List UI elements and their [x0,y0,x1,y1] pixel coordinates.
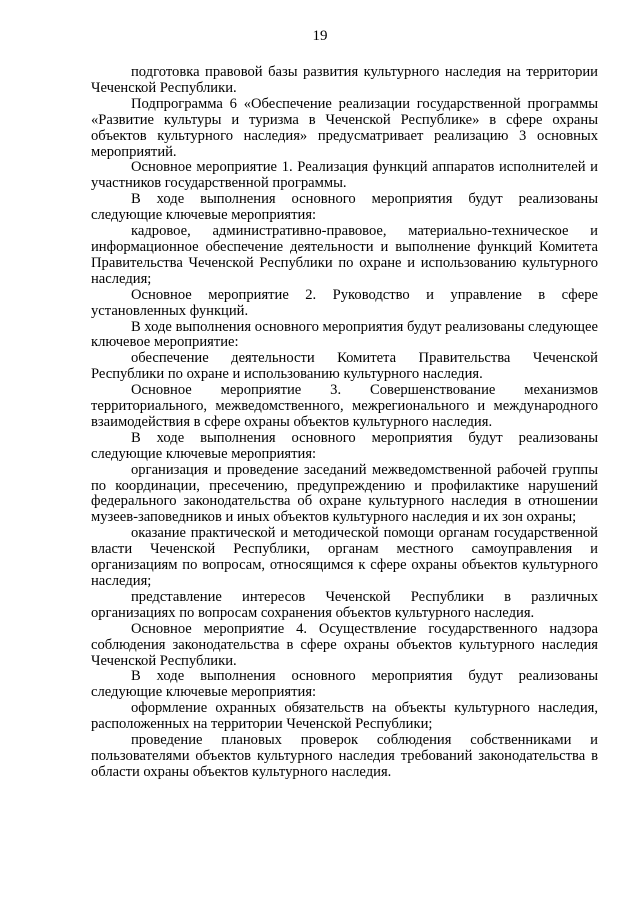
document-body [91,65,598,781]
paragraph-key-activities-intro-4: В ходе выполнения основного мероприятия будут реализованы следующие ключевые мероприятия: [91,668,598,701]
paragraph-main-activity-4: Основное мероприятие 4. Осуществление государственного надзора соблюдения законодательства в сфере охраны объектов культурного наследия Чеченской Республики. [91,620,598,669]
paragraph-main-activity-1: Основное мероприятие 1. Реализация функций аппаратов исполнителей и участников государственной программы. [91,159,598,192]
paragraph-committee-support: обеспечение деятельности Комитета Правительства Чеченской Республики по охране и использованию культурного наследия. [91,350,598,383]
paragraph-protection-obligations: оформление охранных обязательств на объекты культурного наследия, расположенных на территории Чеченской Республики; [91,700,598,733]
paragraph-representation: представление интересов Чеченской Республики в различных организациях по вопросам сохранения объектов культурного наследия. [91,588,598,621]
paragraph-working-group: организация и проведение заседаний межведомственной рабочей группы по координации, пресечению, предупреждению и профилактике нарушений федерального законодательства об охране культурного наследия в отношении музеев-заповедников и иных объектов культурного наследия и их зон охраны; [91,461,598,526]
paragraph-legal-basis: подготовка правовой базы развития культурного наследия на территории Чеченской Республики. [91,64,598,96]
paragraph-methodical-assistance: оказание практической и методической помощи органам государственной власти Чеченской Республики, органам местного самоуправления и организациям по вопросам, относящимся к сфере охраны объектов культурного наследия; [91,525,598,589]
paragraph-main-activity-3: Основное мероприятие 3. Совершенствование механизмов территориального, межведомственного, межрегионального и международного взаимодействия в сфере охраны объектов культурного наследия. [91,382,598,430]
paragraph-main-activity-2: Основное мероприятие 2. Руководство и управление в сфере установленных функций. [91,286,598,319]
paragraph-key-activities-intro-1: В ходе выполнения основного мероприятия будут реализованы следующие ключевые мероприятия: [91,191,598,224]
page-number: 19 [312,28,328,44]
paragraph-staffing-support: кадровое, административно-правовое, материально-техническое и информационное обеспечение деятельности и выполнение функций Комитета Правительства Чеченской Республики по охране и использованию культурного наследия; [91,223,598,287]
paragraph-key-activity-intro-2: В ходе выполнения основного мероприятия будут реализованы следующее ключевое мероприятие: [91,318,598,351]
paragraph-subprogram-6: Подпрограмма 6 «Обеспечение реализации государственной программы «Развитие культуры и туризма в Чеченской Республике» в сфере охраны объектов культурного наследия» предусматривает реализацию 3 основных мероприятий. [91,95,598,160]
paragraph-planned-inspections: проведение плановых проверок соблюдения собственниками и пользователями объектов культурного наследия требований законодательства в области охраны объектов культурного наследия. [91,732,598,780]
paragraph-key-activities-intro-3: В ходе выполнения основного мероприятия будут реализованы следующие ключевые мероприятия: [91,429,598,462]
